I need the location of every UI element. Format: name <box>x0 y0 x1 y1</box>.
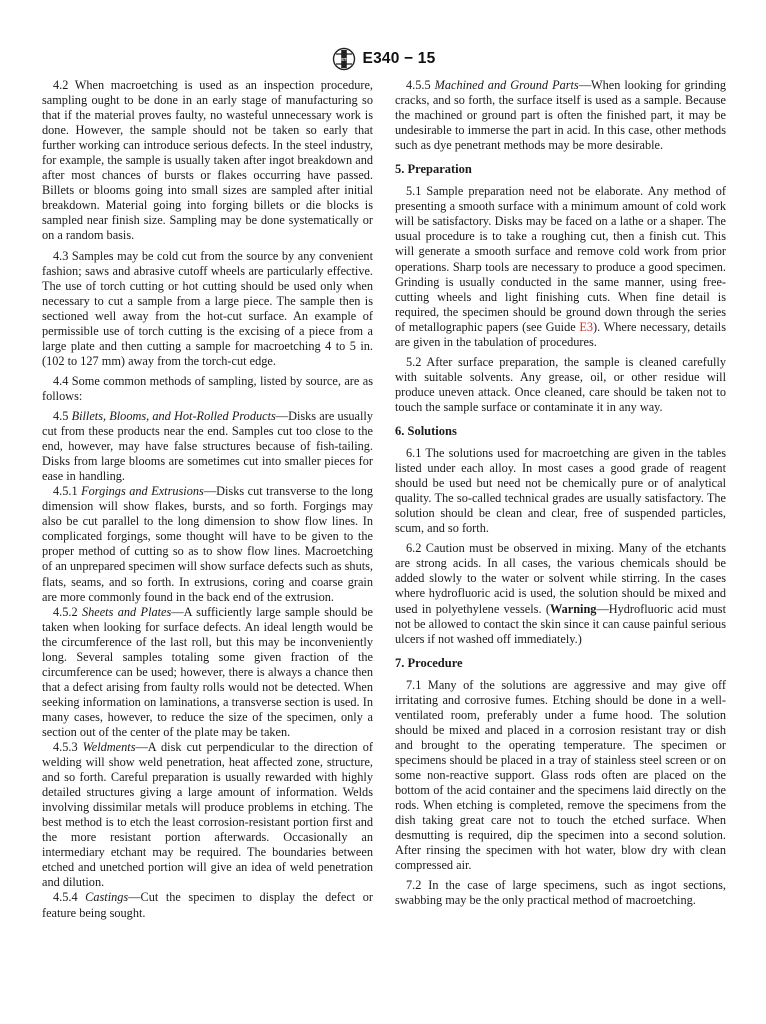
section-number: 4.5.5 <box>406 78 435 92</box>
section-body: —Disks cut transverse to the long dimension will show flakes, bursts, and so forth. Forgings may also be cut parallel to the long dimension to show flow lines. In complicated forgings, some thought will have to be given to the proper method of cutting so as to show flow lines. Macroetching of an unprepared specimen will show surface defects such as shuts, flats, seams, and so forth. In extrusions, coring and coarse grain are more commonly found in the back end of the extrusion. <box>42 484 373 604</box>
section-number: 4.5.2 <box>53 604 82 619</box>
section-6-1: 6.1 The solutions used for macroetching are given in the tables listed under each alloy. In most cases a good grade of reagent should be used but need not be chemically pure or of analytical quality. The so-called technical grades are usually satisfactory. The solution should be clean and clear, free of suspended particles, scum, and so forth. <box>395 446 726 536</box>
section-4-5-3 <box>42 740 373 890</box>
section-title: Machined and Ground Parts <box>434 78 579 92</box>
section-6-2 <box>395 541 726 646</box>
heading-procedure: 7. Procedure <box>395 655 463 670</box>
document-designation: E340 − 15 <box>362 50 436 67</box>
section-4-4: 4.4 Some common methods of sampling, listed by source, are as follows: <box>42 373 373 403</box>
section-4-3: 4.3 Samples may be cold cut from the source by any convenient fashion; saws and abrasive cutoff wheels are particularly effective. The use of torch cutting or hot cutting should be used only when necessary to cut a sample from a large piece. The sample then is sectioned well away from the hot-cut surface. An example of permissible use of torch cutting is the excising of a piece from a large plate and then cutting a sample for macroetching 4 to 5 in. (102 to 127 mm) away from the torch-cut edge. <box>42 248 373 368</box>
section-title: Sheets and Plates <box>81 604 172 619</box>
section-title: Weldments <box>82 740 136 755</box>
section-body: ). Where necessary, details are given in the tabulation of procedures. <box>395 319 726 349</box>
astm-logo-icon <box>331 47 357 71</box>
warning-label: Warning <box>549 601 597 616</box>
section-body: —Disks are usually cut from these products near the end. Samples cut too close to the end, however, may have false structures because of fish-tailing. Disks from large blooms are sometimes cut into smaller pieces for ease in handling. <box>42 408 373 484</box>
section-5-1 <box>395 184 726 350</box>
heading-solutions: 6. Solutions <box>395 423 457 438</box>
section-4-5 <box>42 409 373 484</box>
section-number: 4.5.4 <box>53 890 86 905</box>
right-column <box>395 78 726 913</box>
heading-preparation: 5. Preparation <box>395 162 472 177</box>
section-title: Billets, Blooms, and Hot-Rolled Products <box>71 408 276 423</box>
section-body: —Hydrofluoric acid must not be allowed to contact the skin since it can cause painful serious ulcers if not washed off immediately.) <box>395 601 726 646</box>
section-number: 4.5.3 <box>53 740 83 755</box>
section-body: —A sufficiently large sample should be taken when looking for surface defects. An ideal length would be the circumference of the last roll, but this may be inconveniently long. Several samples totaling some given fraction of the circumference can be used; however, there is always a chance then that a defect arising from faulty rolls would not be detected. When seeking information on laminations, a transverse section is used. In many cases, however, to reduce the size of the specimen, only a section out of the center of the plate may be taken. <box>42 604 373 739</box>
section-body: —A disk cut perpendicular to the direction of welding will show weld penetration, heat affected zone, structure, and so forth. Careful preparation is usually rewarded with highly detailed structures giving a large amount of information. Welds involving dissimilar metals will produce problems in etching. The best method is to etch the least corrosion-resistant portion first and the more resistant portion afterwards. Occasionally an intermediary etchant may be required. The boundaries between etched and unetched portion will give an idea of weld penetration and dilution. <box>42 740 373 890</box>
section-4-2: 4.2 When macroetching is used as an inspection procedure, sampling ought to be done in an early stage of manufacturing so that if the material proves faulty, no wasteful unnecessary work is done. However, the sample should not be taken so early that further working can introduce serious defects. In the steel industry, for example, the sample is usually taken after ingot breakdown and after most chances of bursts or flakes occurring have passed. Billets or blooms going into small sizes are sampled after initial breakdown. Material going into forging billets or die blocks is sampled near finish size. Sampling may be done systematically or on a random basis. <box>42 78 373 243</box>
section-body: —When looking for grinding cracks, and so forth, the surface itself is used as a sample. Because the machined or ground part is often the finished part, it may be undesirable to immerse the part in acid. In this case, other methods such as dye penetrant methods may be more desirable. <box>395 78 726 153</box>
section-5-2: 5.2 After surface preparation, the sample is cleaned carefully with suitable solvents. Any grease, oil, or other residue will produce uneven attack. Once cleaned, care should be taken not to touch the sample surface or contaminate it in any way. <box>395 354 726 414</box>
section-body: 6.2 Caution must be observed in mixing. Many of the etchants are strong acids. In all cases, the various chemicals should be added slowly to the water or solvent while stirring. In the cases where hydrofluoric acid is used, the solution should be mixed and used in polyethylene vessels. ( <box>395 541 726 616</box>
section-4-5-2 <box>42 605 373 740</box>
section-body: —Cut the specimen to display the defect or feature being sought. <box>42 890 373 920</box>
section-body: 5.1 Sample preparation need not be elaborate. Any method of presenting a smooth surface with a minimum amount of cold work will be satisfactory. Disks may be faced on a lathe or a shaper. The usual procedure is to take a roughing cut, then a finish cut. This will generate a smooth surface and remove cold work from prior operations. Sharp tools are necessary to produce a good specimen. Grinding is usually conducted in the same manner, using free-cutting wheels and light finishing cuts. When fine detail is required, the specimen should be ground down through the series of metallographic papers (see Guide <box>395 184 726 334</box>
astm-logo-text: ASTM <box>337 57 350 63</box>
section-4-5-4 <box>42 890 373 920</box>
section-7-2: 7.2 In the case of large specimens, such as ingot sections, swabbing may be the only practical method of macroetching. <box>395 878 726 908</box>
page-header <box>0 44 766 74</box>
section-title: Castings <box>85 890 129 905</box>
left-column <box>42 78 373 921</box>
section-4-5-1 <box>42 484 373 604</box>
section-number: 4.5.1 <box>53 484 82 499</box>
section-7-1: 7.1 Many of the solutions are aggressive and may give off irritating and corrosive fumes. Etching should be done in a well-ventilated room, preferably under a fume hood. The solution should be mixed and placed in a corrosion resistant tray or dish and brought to the operating temperature. The specimen or specimens should be placed in a tray of stainless steel screen or on some non-reactive support. Glass rods often are placed on the bottom of the acid container and the specimens laid directly on the rods. When etching is completed, remove the specimens from the dish taking great care not to touch the etched surface. When desmutting is required, dip the specimen into a second solution. After rinsing the specimen with hot water, blow dry with clean compressed air. <box>395 677 726 873</box>
reference-link-e3[interactable]: E3 <box>579 319 594 334</box>
section-4-5-5 <box>395 78 726 153</box>
section-number: 4.5 <box>53 408 72 423</box>
section-title: Forgings and Extrusions <box>81 484 204 499</box>
